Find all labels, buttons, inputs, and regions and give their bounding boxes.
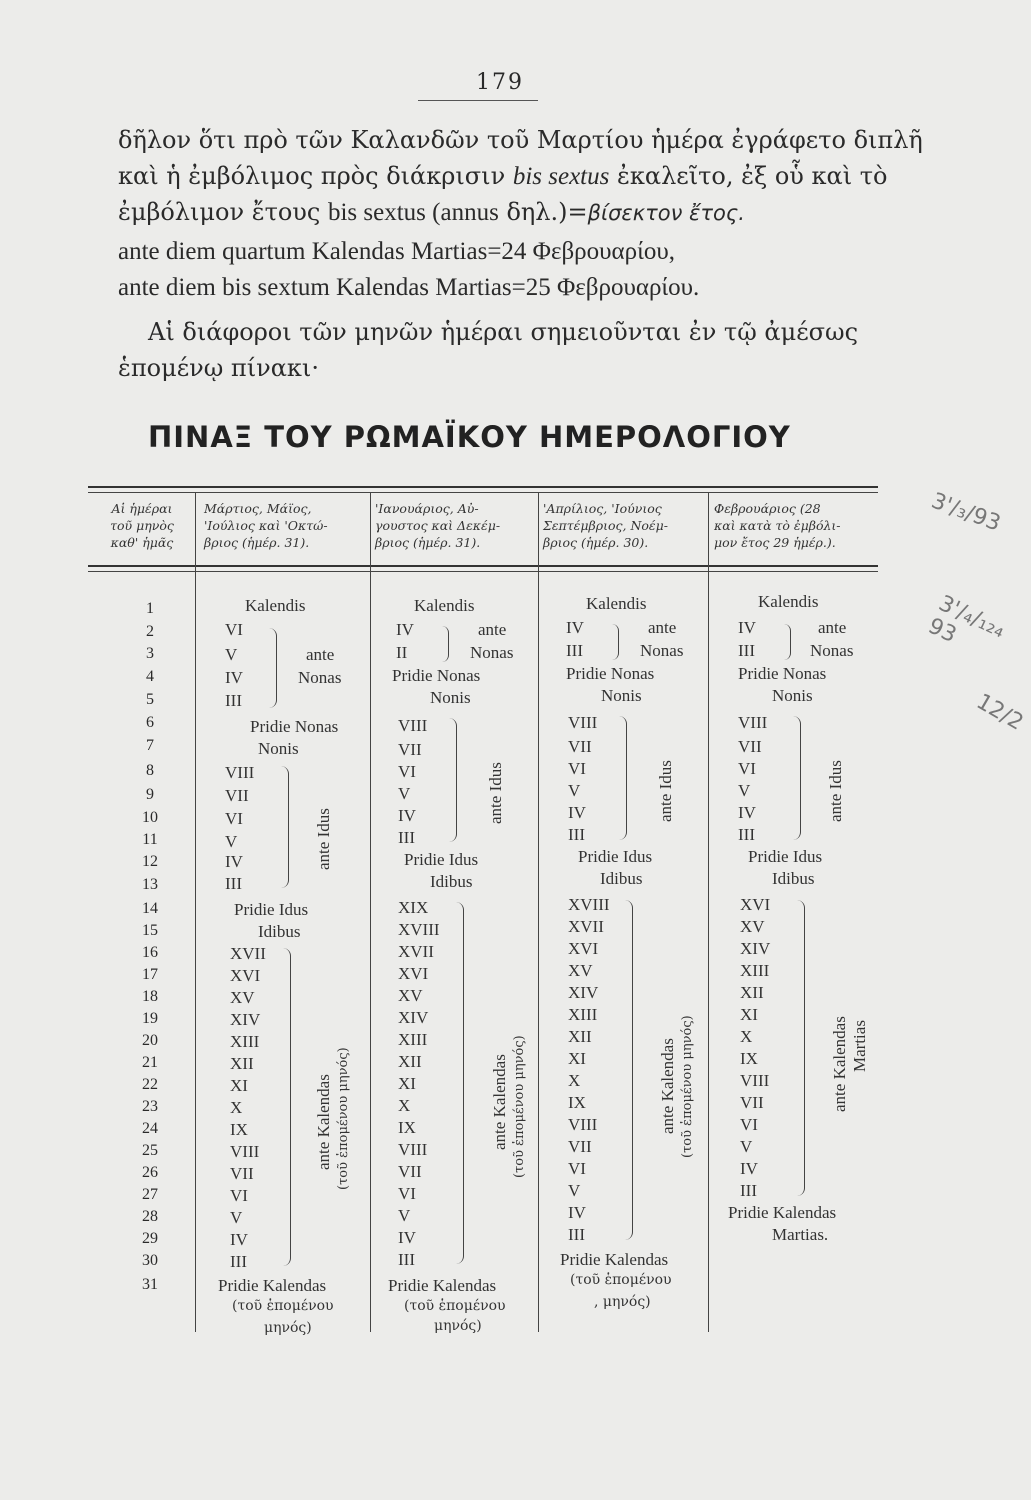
cell: XII <box>398 1052 422 1071</box>
cell: IV <box>568 803 586 822</box>
cell: XIII <box>568 1005 598 1024</box>
day-number: 29 <box>142 1230 158 1247</box>
vertical-label: ante Kalendas <box>490 1054 509 1150</box>
header-line: 'Ιούλιος καὶ 'Οκτώ- <box>204 518 328 533</box>
cell: (τοῦ ἑπομένου <box>404 1298 506 1314</box>
day-number: 19 <box>142 1010 158 1027</box>
column-divider-4 <box>708 492 709 1332</box>
cell: Kalendis <box>586 594 647 613</box>
vertical-label: ante Idus <box>486 762 505 824</box>
day-number: 6 <box>146 714 154 731</box>
cell: XI <box>230 1076 248 1095</box>
cell: III <box>398 828 415 847</box>
brace <box>442 626 449 662</box>
day-number: 21 <box>142 1054 158 1071</box>
cell: III <box>568 825 585 844</box>
intro-line-3-b: bis sextus (annus <box>327 199 499 226</box>
cell: Nonis <box>258 739 299 758</box>
table-top-rule-2 <box>88 492 878 493</box>
cell: Nonas <box>298 668 342 687</box>
brace <box>618 716 627 840</box>
page-number-rule <box>418 100 538 101</box>
day-number: 17 <box>142 966 158 983</box>
cell: XII <box>230 1054 254 1073</box>
intro-line-3-c: δηλ.)= <box>506 198 588 226</box>
day-number: 22 <box>142 1076 158 1093</box>
cell: XIV <box>230 1010 261 1029</box>
cell: III <box>740 1181 757 1200</box>
day-number: 15 <box>142 922 158 939</box>
cell: Pridie Idus <box>404 850 479 869</box>
cell: Pridie Kalendas <box>218 1276 327 1295</box>
column-divider-2 <box>370 492 371 1332</box>
vertical-label: ante Kalendas <box>658 1038 677 1134</box>
cell: XVIII <box>568 895 610 914</box>
cell: XV <box>398 986 423 1005</box>
header-line: 'Ιανουάριος, Αὐ- <box>375 501 479 516</box>
cell: IV <box>225 668 243 687</box>
brace <box>280 766 289 888</box>
cell: XV <box>740 917 765 936</box>
intro-line-3 <box>118 196 858 229</box>
day-number: 10 <box>142 809 158 826</box>
day-number: 16 <box>142 944 158 961</box>
cell: III <box>230 1252 247 1271</box>
day-number: 13 <box>142 876 158 893</box>
cell: XVI <box>740 895 771 914</box>
cell: IX <box>398 1118 416 1137</box>
cell: ante <box>478 620 507 639</box>
pencil-note: 3'/₄/₁₂₄ 93 <box>924 591 1009 649</box>
cell: XVI <box>398 964 429 983</box>
header-line: μον ἔτος 29 ἡμέρ.). <box>714 535 836 550</box>
day-number: 18 <box>142 988 158 1005</box>
header-line: Μάρτιος, Μάϊος, <box>204 501 312 516</box>
pencil-note: 12/2 <box>972 689 1028 736</box>
cell: μηνός) <box>264 1320 312 1336</box>
cell: X <box>740 1027 753 1046</box>
vertical-label: ante Idus <box>656 760 675 822</box>
cell: V <box>230 1208 243 1227</box>
cell: VII <box>230 1164 254 1183</box>
cell: VII <box>398 1162 422 1181</box>
day-number: 1 <box>146 600 154 617</box>
vertical-label: (τοῦ ἑπομένου μηνός) <box>512 1035 527 1178</box>
cell: X <box>398 1096 411 1115</box>
intro-line-2 <box>118 160 888 193</box>
cell: V <box>568 781 581 800</box>
cell: VI <box>740 1115 758 1134</box>
cell: IX <box>230 1120 248 1139</box>
cell: ante <box>818 618 847 637</box>
vertical-label: ante Kalendas <box>830 1016 849 1112</box>
cell: VII <box>398 740 422 759</box>
cell: III <box>225 874 242 893</box>
day-number: 2 <box>146 623 154 640</box>
header-line: βριος (ἡμέρ. 30). <box>543 535 649 550</box>
cell: IV <box>396 620 414 639</box>
cell: VI <box>738 759 756 778</box>
cell: III <box>738 825 755 844</box>
header-line: 'Απρίλιος, 'Ιούνιος <box>543 501 662 516</box>
vertical-label: (τοῦ ἑπομένου μηνός) <box>680 1015 695 1158</box>
cell: VI <box>230 1186 248 1205</box>
day-number: 31 <box>142 1276 158 1293</box>
cell: IV <box>568 1203 586 1222</box>
cell: VI <box>568 1159 586 1178</box>
header-march-group <box>204 500 366 551</box>
page-number: 179 <box>476 70 524 95</box>
cell: Kalendis <box>245 596 306 615</box>
cell: X <box>568 1071 581 1090</box>
intro-line-1: δῆλον ὅτι πρὸ τῶν Καλανδῶν τοῦ Μαρτίου ἡμέρα ἐγράφετο διπλῆ <box>118 126 923 154</box>
day-number: 24 <box>142 1120 158 1137</box>
cell: Pridie Kalendas <box>728 1203 837 1222</box>
cell: II <box>396 643 408 662</box>
header-line: βριος (ἡμέρ. 31). <box>375 535 481 550</box>
cell: VIII <box>738 713 768 732</box>
cell: V <box>398 1206 411 1225</box>
cell: IV <box>398 806 416 825</box>
cell: Idibus <box>430 872 473 891</box>
header-january-group <box>375 500 537 551</box>
cell: IV <box>225 852 243 871</box>
cell: VI <box>398 762 416 781</box>
cell: VII <box>740 1093 764 1112</box>
brace <box>784 624 791 660</box>
cell: V <box>398 784 411 803</box>
cell: VIII <box>740 1071 770 1090</box>
header-line: καὶ κατὰ τὸ ἐμβόλι- <box>714 518 841 533</box>
intro-line-2-c: ἐκαλεῖτο, ἐξ οὗ καὶ τὸ <box>616 162 888 190</box>
cell: Nonas <box>640 641 684 660</box>
cell: Idibus <box>772 869 815 888</box>
vertical-label: ante Idus <box>314 808 333 870</box>
cell: Kalendis <box>414 596 475 615</box>
cell: VI <box>568 759 586 778</box>
intro-line-6: Αἱ διάφοροι τῶν μηνῶν ἡμέραι σημειοῦνται ἐν τῷ ἀμέσως <box>148 318 859 346</box>
header-line: βριος (ἡμέρ. 31). <box>204 535 310 550</box>
cell: IV <box>738 803 756 822</box>
cell: Nonas <box>810 641 854 660</box>
cell: XIII <box>740 961 770 980</box>
vertical-label: ante Kalendas <box>314 1074 333 1170</box>
cell: XIII <box>230 1032 260 1051</box>
intro-line-3-a: ἐμβόλιμον ἔτους <box>118 198 321 226</box>
cell: VI <box>225 809 243 828</box>
header-february <box>714 500 878 551</box>
cell: XVII <box>568 917 604 936</box>
cell: IV <box>566 618 584 637</box>
header-line: Φεβρουάριος (28 <box>714 501 821 516</box>
cell: Idibus <box>258 922 301 941</box>
day-number: 27 <box>142 1186 158 1203</box>
header-days-line: καθ' ἡμᾶς <box>110 535 174 550</box>
cell: IV <box>230 1230 248 1249</box>
day-number: 8 <box>146 762 154 779</box>
cell: Pridie Idus <box>234 900 309 919</box>
cell: XIII <box>398 1030 428 1049</box>
cell: Nonis <box>772 686 813 705</box>
cell: XI <box>398 1074 416 1093</box>
cell: VI <box>225 620 243 639</box>
cell: VIII <box>230 1142 260 1161</box>
vertical-label: ante Idus <box>826 760 845 822</box>
header-days-line: τοῦ μηνὸς <box>110 518 174 533</box>
cell: , μηνός) <box>594 1294 651 1310</box>
cell: V <box>738 781 751 800</box>
day-number: 26 <box>142 1164 158 1181</box>
cell: V <box>740 1137 753 1156</box>
cell: III <box>398 1250 415 1269</box>
day-number: 4 <box>146 668 154 685</box>
day-number: 25 <box>142 1142 158 1159</box>
cell: Pridie Kalendas <box>388 1276 497 1295</box>
day-number: 23 <box>142 1098 158 1115</box>
intro-line-7: ἑπομένῳ πίνακι· <box>118 354 319 382</box>
intro-line-5: ante diem bis sextum Kalendas Martias=25 Φεβρουαρίου. <box>118 274 700 301</box>
day-number: 9 <box>146 786 154 803</box>
cell: Pridie Idus <box>748 847 823 866</box>
cell: IV <box>398 1228 416 1247</box>
cell: Martias. <box>772 1225 829 1244</box>
column-divider-3 <box>538 492 539 1332</box>
cell: XVI <box>568 939 599 958</box>
cell: VIII <box>568 1115 598 1134</box>
cell: XIV <box>740 939 771 958</box>
day-number: 28 <box>142 1208 158 1225</box>
pencil-note: 3'/₃/93 <box>927 488 1004 537</box>
cell: XVII <box>398 942 434 961</box>
cell: ante <box>306 645 335 664</box>
cell: Nonas <box>470 643 514 662</box>
cell: V <box>225 645 238 664</box>
cell: VII <box>225 786 249 805</box>
brace <box>624 900 633 1240</box>
cell: X <box>230 1098 243 1117</box>
vertical-label: (τοῦ ἑπομένου μηνός) <box>336 1047 351 1190</box>
cell: VIII <box>225 763 255 782</box>
cell: Nonis <box>430 688 471 707</box>
cell: VIII <box>568 713 598 732</box>
brace <box>792 716 801 840</box>
cell: Pridie Idus <box>578 847 653 866</box>
intro-line-3-d: βίσεκτον ἔτος. <box>587 201 745 225</box>
header-days <box>94 500 190 551</box>
brace <box>282 948 291 1266</box>
cell: IV <box>738 618 756 637</box>
cell: Pridie Nonas <box>250 717 339 736</box>
table-header-rule <box>88 565 878 567</box>
cell: V <box>568 1181 581 1200</box>
cell: XII <box>568 1027 592 1046</box>
cell: ante <box>648 618 677 637</box>
cell: (τοῦ ἑπομένου <box>570 1272 672 1288</box>
cell: III <box>225 691 242 710</box>
intro-line-4: ante diem quartum Kalendas Martias=24 Φεβρουαρίου, <box>118 238 675 265</box>
cell: VII <box>568 737 592 756</box>
cell: (τοῦ ἑπομένου <box>232 1298 334 1314</box>
cell: IV <box>740 1159 758 1178</box>
brace <box>796 900 805 1196</box>
cell: XVI <box>230 966 261 985</box>
table-title: ΠΙΝΑΞ ΤΟΥ ΡΩΜΑΪΚΟΥ ΗΜΕΡΟΛΟΓΙΟΥ <box>148 420 791 454</box>
cell: III <box>738 641 755 660</box>
cell: Nonis <box>601 686 642 705</box>
intro-line-2-b: bis sextus <box>512 163 610 190</box>
cell: XVIII <box>398 920 440 939</box>
cell: VII <box>568 1137 592 1156</box>
cell: Kalendis <box>758 592 819 611</box>
day-number: 14 <box>142 900 158 917</box>
cell: Pridie Kalendas <box>560 1250 669 1269</box>
intro-line-2-a: καὶ ἡ ἐμβόλιμος πρὸς διάκρισιν <box>118 162 506 190</box>
cell: XIV <box>398 1008 429 1027</box>
day-number: 5 <box>146 691 154 708</box>
cell: V <box>225 832 238 851</box>
cell: XI <box>740 1005 758 1024</box>
cell: IX <box>740 1049 758 1068</box>
day-number: 30 <box>142 1252 158 1269</box>
day-number: 20 <box>142 1032 158 1049</box>
table-top-rule <box>88 486 878 488</box>
cell: VIII <box>398 1140 428 1159</box>
cell: XIX <box>398 898 429 917</box>
cell: Idibus <box>600 869 643 888</box>
header-april-group <box>543 500 707 551</box>
cell: XII <box>740 983 764 1002</box>
cell: μηνός) <box>434 1318 482 1334</box>
header-days-line: Αἱ ἡμέραι <box>111 501 173 516</box>
cell: IX <box>568 1093 586 1112</box>
cell: III <box>566 641 583 660</box>
brace <box>612 624 619 660</box>
header-line: Σεπτέμβριος, Νοέμ- <box>543 518 668 533</box>
cell: Pridie Nonas <box>738 664 827 683</box>
cell: VIII <box>398 716 428 735</box>
brace <box>455 902 464 1264</box>
brace <box>268 628 277 708</box>
day-number: 3 <box>146 645 154 662</box>
cell: XV <box>568 961 593 980</box>
day-number: 11 <box>142 831 158 848</box>
day-number: 12 <box>142 853 158 870</box>
table-header-rule-2 <box>88 571 878 572</box>
cell: XV <box>230 988 255 1007</box>
column-divider-1 <box>195 492 196 1332</box>
header-line: γουστος καὶ Δεκέμ- <box>375 518 501 533</box>
vertical-label: Martias <box>850 1020 869 1072</box>
cell: VI <box>398 1184 416 1203</box>
cell: III <box>568 1225 585 1244</box>
brace <box>448 718 457 842</box>
cell: XIV <box>568 983 599 1002</box>
day-number: 7 <box>146 737 154 754</box>
cell: VII <box>738 737 762 756</box>
cell: Pridie Nonas <box>566 664 655 683</box>
cell: Pridie Nonas <box>392 666 481 685</box>
cell: XVII <box>230 944 266 963</box>
cell: XI <box>568 1049 586 1068</box>
